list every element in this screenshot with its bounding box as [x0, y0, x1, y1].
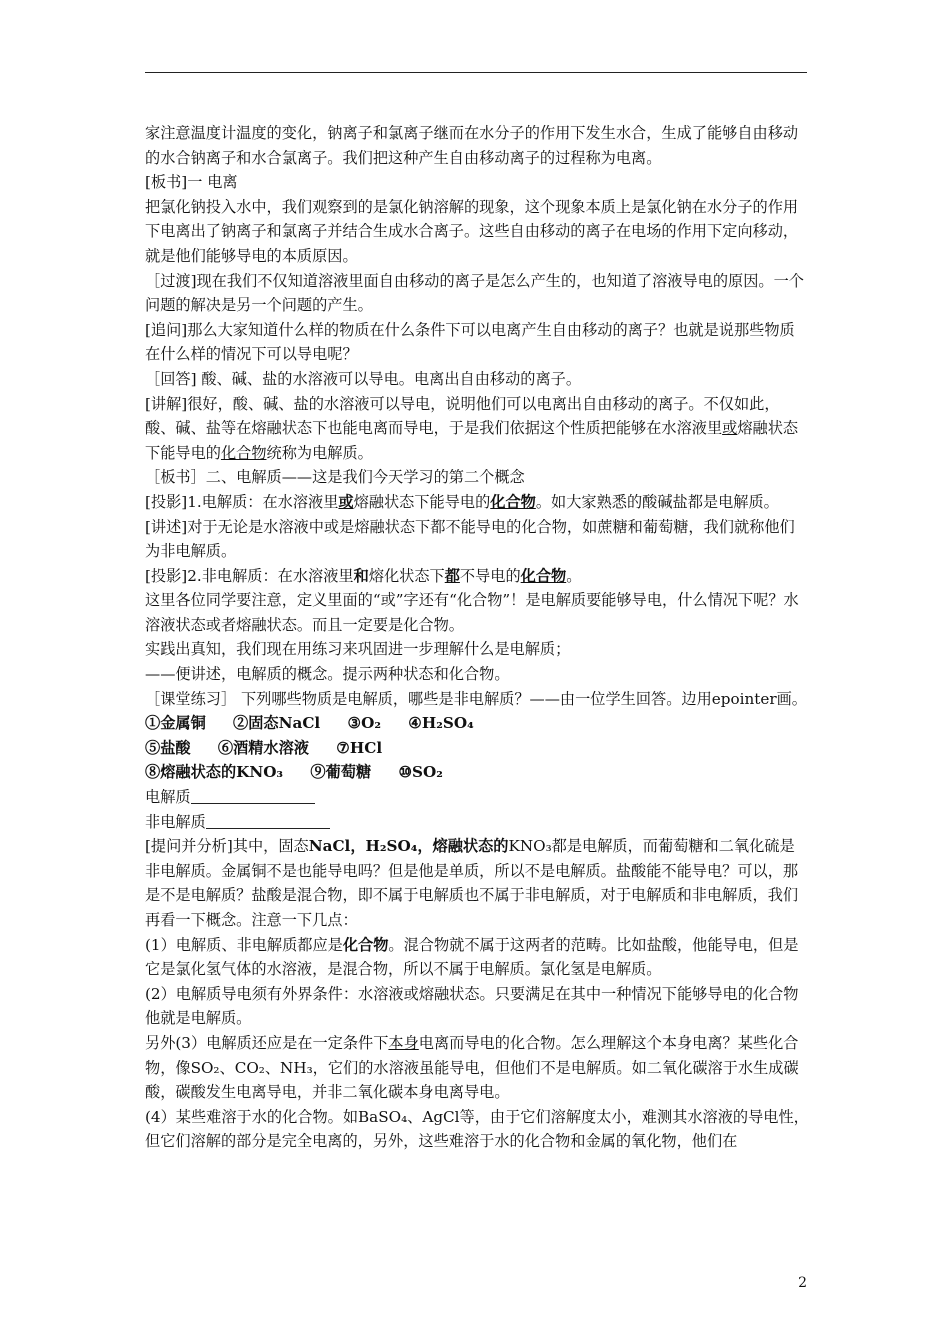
projection-definition — [145, 564, 809, 589]
text: KNO₃ — [508, 837, 552, 856]
emphasis-text: 化合物 — [342, 935, 389, 954]
answer-label: 非电解质 — [145, 812, 206, 831]
emphasis-text: NaCl，H₂SO₄，熔融状态的 — [308, 837, 509, 856]
paragraph: ［课堂练习］ 下列哪些物质是电解质，哪些是非电解质？——由一位学生回答。边用epointer画。 — [145, 689, 807, 708]
answer-blank — [191, 789, 315, 804]
point-paragraph: (4）某些难溶于水的化合物。如BaSO₄、AgCl等，由于它们溶解度太小，难测其水溶液的导电性，但它们溶解的部分是完全电离的，另外，这些难溶于水的化合物和金属的氧化物，他们在 — [145, 1107, 809, 1151]
option-item: ⑨葡萄糖 — [310, 763, 372, 782]
emphasis-text: 和 — [353, 566, 369, 585]
option-item: ⑩SO₂ — [398, 763, 443, 782]
option-item: ①金属铜 — [145, 714, 206, 733]
explain-paragraph — [145, 392, 809, 466]
options-row — [145, 760, 809, 785]
option-item: ⑥酒精水溶液 — [217, 738, 309, 757]
answer-blank — [206, 814, 330, 829]
projection-definition — [145, 490, 809, 515]
text: [讲解]很好，酸、碱、盐的水溶液可以导电，说明他们可以电离出自由移动的离子。不仅如此，酸、碱、盐等在熔融状态下也能电离而导电，于是我们依据这个性质把能够在水溶液里 — [145, 394, 780, 438]
text: 另外(3）电解质还应是在一定条件下 — [145, 1033, 389, 1052]
text: 。如大家熟悉的酸碱盐都是电解质。 — [535, 492, 779, 511]
analysis-paragraph — [145, 834, 809, 932]
text: 统称为电解质。 — [266, 443, 373, 462]
paragraph: [追问]那么大家知道什么样的物质在什么条件下可以电离产生自由移动的离子？也就是说那些物质在什么样的情况下可以导电呢？ — [145, 320, 795, 364]
paragraph: ［过渡]现在我们不仅知道溶液里面自由移动的离子是怎么产生的，也知道了溶液导电的原因。一个问题的解决是另一个问题的产生。 — [145, 271, 804, 315]
text: 熔融状态下能导电的 — [353, 492, 491, 511]
paragraph: ——便讲述，电解质的概念。提示两种状态和化合物。 — [145, 665, 510, 684]
text: 都是电解质，而葡萄糖和二氧化硫是非电解质。金属铜不是也能导电吗？但是他是单质，所以不是电解质。盐酸能不能导电？可以，那是不是电解质？盐酸是混合物，即不属于电解质也不属于非电解质，对于电解质和非电解质，我们再看一下概念。注意一下几点： — [145, 837, 799, 929]
board-heading: [板书]一 电离 — [145, 173, 238, 192]
option-item: ⑧熔融状态的KNO₃ — [145, 763, 284, 782]
answer-label: 电解质 — [145, 788, 191, 807]
emphasis-text: 或 — [338, 492, 354, 511]
paragraph: 家注意温度计温度的变化，钠离子和氯离子继而在水分子的作用下发生水合，生成了能够自由移动的水合钠离子和水合氯离子。我们把这种产生自由移动离子的过程称为电离。 — [145, 124, 799, 167]
document-body — [145, 121, 809, 1154]
paragraph: 把氯化钠投入水中，我们观察到的是氯化钠溶解的现象，这个现象本质上是氯化钠在水分子的作用下电离出了钠离子和氯离子并结合生成水合离子。这些自由移动的离子在电场的作用下定向移动，就是他们能够导电的本质原因。 — [145, 197, 799, 265]
paragraph: ［回答] 酸、碱、盐的水溶液可以导电。电离出自由移动的离子。 — [145, 369, 582, 388]
text: 不导电的 — [459, 566, 521, 585]
underlined-text: 化合物 — [220, 443, 267, 462]
point-paragraph: (2）电解质导电须有外界条件：水溶液或熔融状态。只要满足在其中一种情况下能够导电的化合物他就是电解质。 — [145, 984, 799, 1028]
option-item: ④H₂SO₄ — [408, 714, 474, 733]
option-item: ⑤盐酸 — [145, 738, 191, 757]
point-paragraph — [145, 933, 809, 982]
text: [投影]1.电解质：在水溶液里 — [145, 492, 339, 511]
text: [投影]2.非电解质：在水溶液里 — [145, 566, 354, 585]
option-item: ③O₂ — [347, 714, 381, 733]
options-row — [145, 736, 809, 761]
text: 熔化状态下 — [368, 566, 445, 585]
underlined-text: 或 — [722, 419, 738, 438]
text: [提问并分析]其中，固态 — [145, 837, 309, 856]
point-paragraph — [145, 1031, 809, 1105]
paragraph: [讲述]对于无论是水溶液中或是熔融状态下都不能导电的化合物，如蔗糖和葡萄糖，我们就称他们为非电解质。 — [145, 517, 795, 561]
underlined-text: 本身 — [388, 1033, 419, 1052]
text: 。 — [566, 566, 582, 585]
options-row — [145, 711, 809, 736]
option-item: ⑦HCl — [336, 738, 383, 757]
paragraph: 这里各位同学要注意，定义里面的“或”字还有“化合物”！是电解质要能够导电，什么情况下呢？水溶液状态或者熔融状态。而且一定要是化合物。 — [145, 591, 799, 634]
text: 。混合物就不属于这两者的范畴。比如盐酸，他能导电，但是它是氯化氢气体的水溶液，是混合物，所以不属于电解质。氯化氢是电解质。 — [145, 935, 799, 979]
paragraph: 实践出真知，我们现在用练习来巩固进一步理解什么是电解质； — [145, 640, 571, 659]
text: 电离而导电的化合物。怎么理解这个本身电离？某些化合物，像SO₂、CO₂、NH₃，它们的水溶液虽能导电，但他们不是电解质。如二氧化碳溶于水生成碳酸，碳酸发生电离导电，并非二氧化碳本身电离导电。 — [145, 1033, 799, 1102]
text: 熔融状态下能导电的 — [145, 419, 799, 462]
answer-line — [145, 810, 809, 835]
emphasis-text: 化合物 — [520, 566, 567, 585]
emphasis-text: 化合物 — [490, 492, 536, 511]
answer-line — [145, 785, 809, 810]
board-heading: ［板书］二、电解质——这是我们今天学习的第二个概念 — [145, 468, 525, 487]
emphasis-text: 都 — [444, 566, 460, 585]
text: (1）电解质、非电解质都应是 — [145, 935, 343, 954]
header-rule — [145, 72, 807, 73]
option-item: ②固态NaCl — [233, 714, 321, 733]
page-number: 2 — [798, 1275, 807, 1291]
